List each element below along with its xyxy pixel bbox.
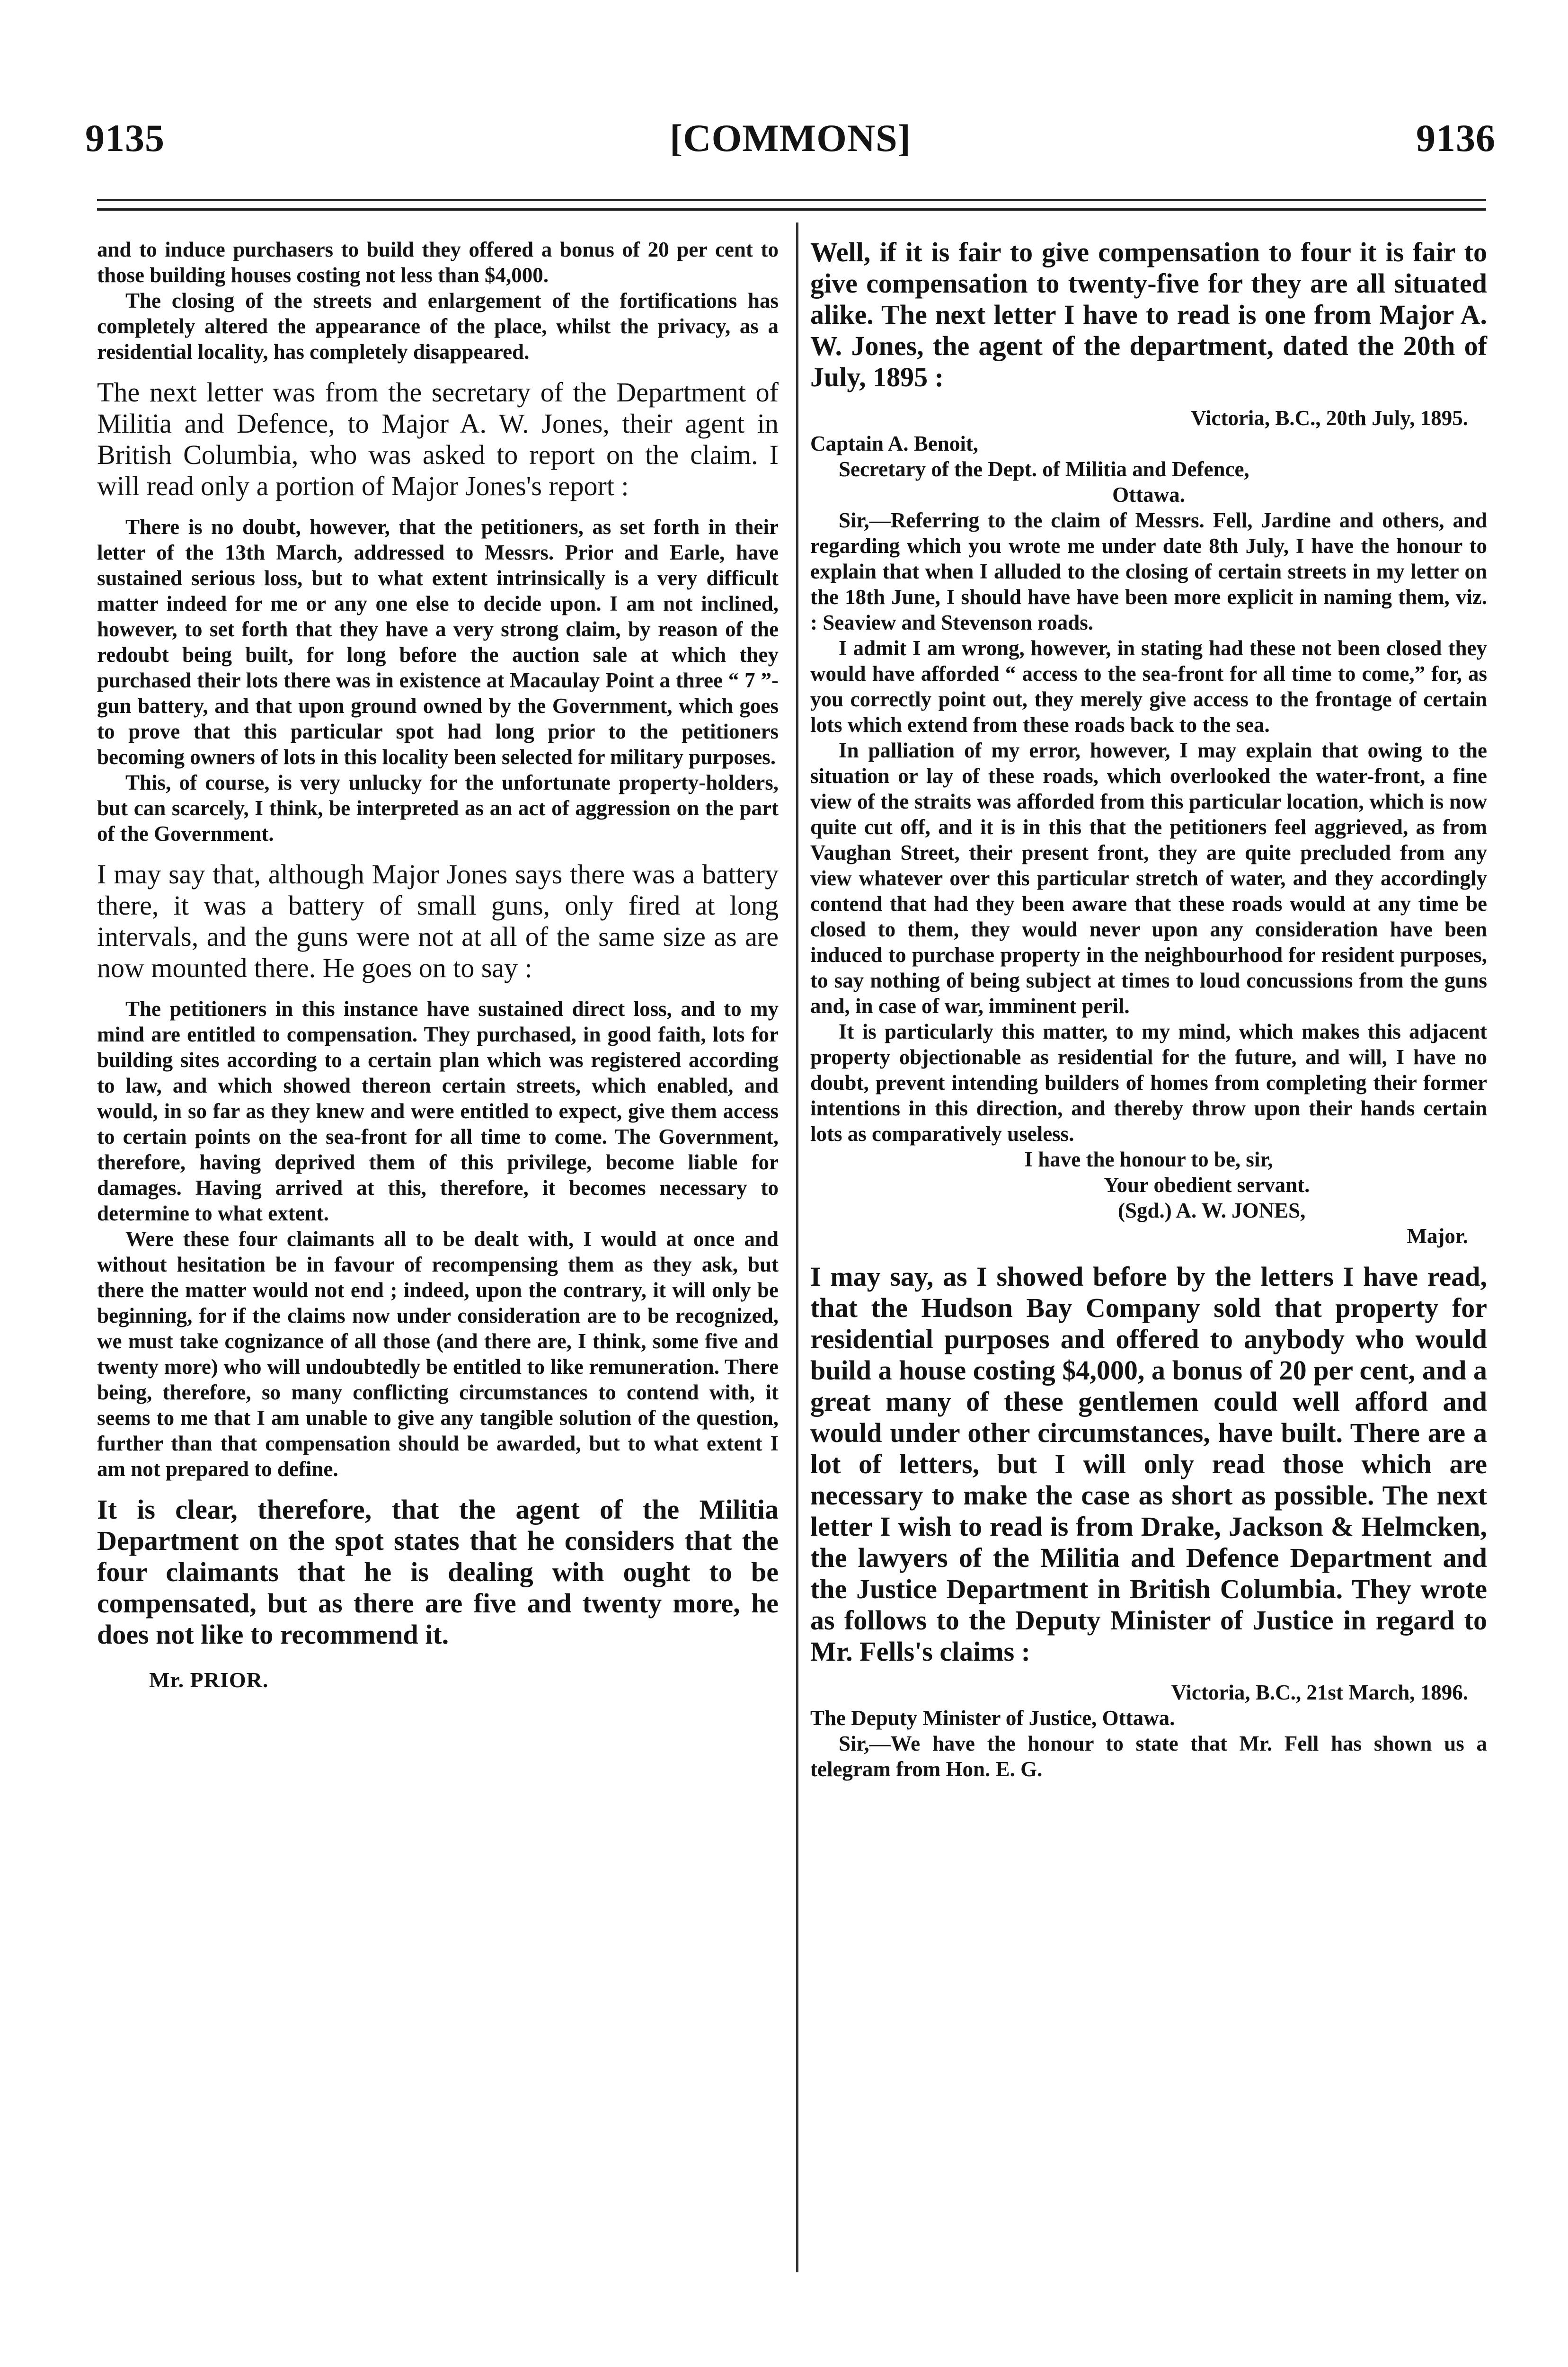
letter-drake-jackson (810, 1680, 1487, 1782)
paragraph: This, of course, is very unlucky for the unfortunate property-holders, but can scarcely, I think, be interpreted as an act of aggression on the part of the Government. (97, 771, 779, 845)
paragraph: The closing of the streets and enlargement of the fortifications has completely altered the appearance of the place, whilst the privacy, as a residential locality, has completely disappeared. (97, 289, 779, 364)
left-column (97, 237, 779, 1692)
speech-block-1 (97, 377, 779, 502)
paragraph: It is clear, therefore, that the agent of the Militia Department on the spot states that he considers that the four claimants that he is dealing with ought to be compensated, but as there are five and twenty more, he does not like to recommend it. (97, 1494, 779, 1650)
paragraph: and to induce purchasers to build they offered a bonus of 20 per cent to those building houses costing not less than $4,000. (97, 238, 779, 287)
header-rule-bottom (97, 208, 1486, 211)
page-header (85, 116, 1496, 182)
paragraph: There is no doubt, however, that the petitioners, as set forth in their letter of the 13th March, addressed to Messrs. Prior and Earle, have sustained serious loss, but to what extent intrinsically is a very difficult matter indeed for me or any one else to decide upon. I am not inclined, however, to set forth that they have a very strong claim, by reason of the redoubt being built, for long before the auction sale at which they purchased their lots there was in existence at Macaulay Point a three “ 7 ”-gun battery, and that upon ground owned by the Government, which goes to prove that this particular spot had long prior to the petitioners becoming owners of lots in this locality been selected for military purposes. (97, 515, 779, 769)
letter-addressee-city: Ottawa. (1112, 483, 1185, 507)
letter-dateline: Victoria, B.C., 20th July, 1895. (1191, 406, 1468, 430)
letter-addressee-title: Secretary of the Dept. of Militia and Defence, (839, 457, 1249, 481)
right-page-number: 9136 (1416, 116, 1496, 160)
paragraph: I may say, as I showed before by the letters I have read, that the Hudson Bay Company sold that property for residential purposes and offered to anybody who would build a house costing $4,000, a bonus of 20 per cent, and a great many of these gentlemen could well afford and would under other circumstances, have built. There are a lot of letters, but I will only read those which are necessary to make the case as short as possible. The next letter I wish to read is from Drake, Jackson & Helmcken, the lawyers of the Militia and Defence Department and the Justice Department in British Columbia. They wrote as follows to the Deputy Minister of Justice in regard to Mr. Fells's claims : (810, 1261, 1487, 1667)
paragraph: It is particularly this matter, to my mind, which makes this adjacent property objectionable as residential for the future, and will, I have no doubt, prevent intending builders of homes from completing their former intentions in this direction, and thereby throw upon their hands certain lots as comparatively useless. (810, 1020, 1487, 1146)
letter-jones (810, 405, 1487, 1249)
right-column (810, 237, 1487, 1782)
paragraph: Sir,—Referring to the claim of Messrs. Fell, Jardine and others, and regarding which you wrote me under date 8th July, I have the honour to explain that when I alluded to the closing of certain streets in my letter on the 18th June, I should have have been more explicit in naming them, viz. : Seaview and Stevenson roads. (810, 508, 1487, 634)
header-rule-top (97, 199, 1486, 205)
paragraph: Sir,—We have the honour to state that Mr. Fell has shown us a telegram from Hon. E. G. (810, 1732, 1487, 1781)
quoted-report-2 (97, 996, 779, 1482)
paragraph: The next letter was from the secretary of the Department of Militia and Defence, to Major A. W. Jones, their agent in British Columbia, who was asked to report on the claim. I will read only a portion of Major Jones's report : (97, 377, 779, 501)
letter-closing: I have the honour to be, sir, (1024, 1148, 1273, 1171)
paragraph: I admit I am wrong, however, in stating had these not been closed they would have afforded “ access to the sea-front for all time to come,” for, as you correctly point out, they merely give access to the frontage of certain lots which extend from these roads back to the sea. (810, 636, 1487, 737)
paragraph: The petitioners in this instance have sustained direct loss, and to my mind are entitled to compensation. They purchased, in good faith, lots for building sites according to a certain plan which was registered according to law, and which showed thereon certain streets, which enabled, and would, in so far as they knew and were entitled to expect, give them access to certain points on the sea-front for all time to come. The Government, therefore, having deprived them of this privilege, become liable for damages. Having arrived at this, therefore, it becomes necessary to determine to what extent. (97, 997, 779, 1225)
running-head: [COMMONS] (669, 116, 911, 160)
letter-dateline: Victoria, B.C., 21st March, 1896. (1171, 1681, 1468, 1704)
letter-closing-servant: Your obedient servant. (1104, 1173, 1310, 1197)
column-divider (796, 222, 798, 2272)
paragraph: Well, if it is fair to give compensation to four it is fair to give compensation to twenty-five for they are all situated alike. The next letter I have to read is one from Major A. W. Jones, the agent of the department, dated the 20th of July, 1895 : (810, 237, 1487, 392)
quoted-report-1 (97, 514, 779, 846)
letter-signature: (Sgd.) A. W. JONES, (1118, 1199, 1306, 1222)
left-page-number: 9135 (85, 116, 165, 160)
letter-addressee: Captain A. Benoit, (810, 432, 979, 455)
speech-block-5 (810, 1261, 1487, 1667)
letter-addressee: The Deputy Minister of Justice, Ottawa. (810, 1706, 1175, 1730)
letter-signature-title: Major. (1407, 1224, 1468, 1248)
paragraph: Were these four claimants all to be dealt with, I would at once and without hesitation be in favour of recompensing them as they ask, but there the matter would not end ; indeed, upon the contrary, it will only be beginning, for if the claims now under consideration are to be recognized, we must take cognizance of all those (and there are, I think, some five and twenty more) who will undoubtedly be entitled to like remuneration. There being, therefore, so many conflicting circumstances to contend with, it seems to me that I am unable to give any tangible solution of the question, further than that compensation should be awarded, but to what extent I am not prepared to define. (97, 1227, 779, 1481)
speech-block-3 (97, 1494, 779, 1650)
quoted-passage-1 (97, 237, 779, 365)
speech-block-2 (97, 859, 779, 984)
paragraph: I may say that, although Major Jones says there was a battery there, it was a battery of small guns, only fired at long intervals, and the guns were not at all of the same size as are now mounted there. He goes on to say : (97, 859, 779, 983)
speech-block-4 (810, 237, 1487, 393)
speaker-name: Mr. PRIOR. (149, 1668, 269, 1692)
paragraph: In palliation of my error, however, I may explain that owing to the situation or lay of these roads, which overlooked the water-front, a fine view of the straits was afforded from this particular location, which is now quite cut off, and it is in this that the petitioners feel aggrieved, as from Vaughan Street, their present front, they are quite precluded from any view whatever over this particular stretch of water, and they accordingly contend that had they been aware that these roads would at any time be closed to them, they would never upon any consideration have been induced to purchase property in the neighbourhood for resident purposes, to say nothing of being subject at times to loud concussions from the guns and, in case of war, imminent peril. (810, 739, 1487, 1018)
